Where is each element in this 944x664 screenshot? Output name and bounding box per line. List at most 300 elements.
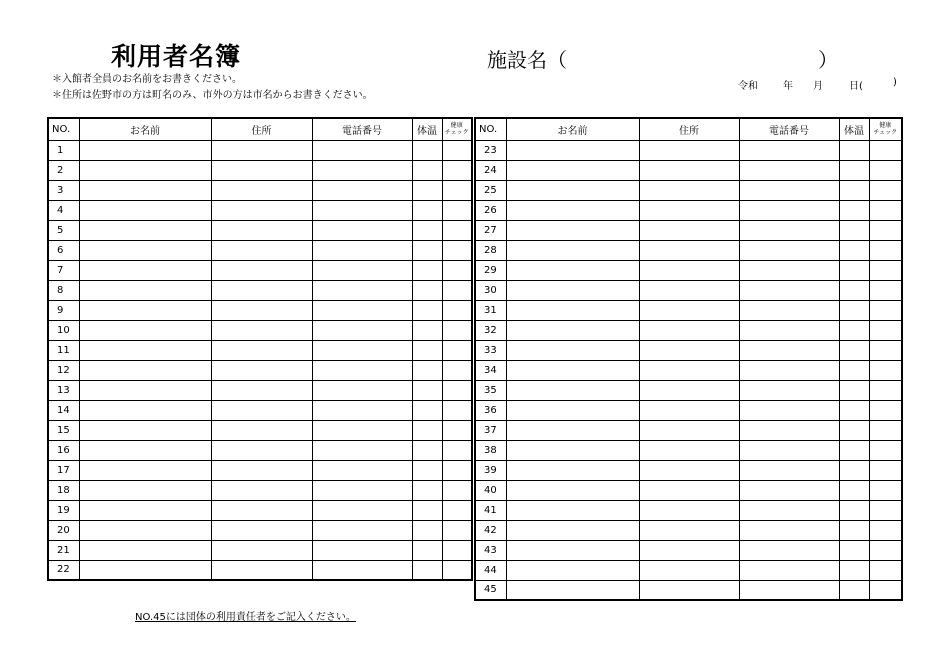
name-cell[interactable]: [506, 280, 639, 300]
name-cell[interactable]: [79, 480, 211, 500]
phone-cell[interactable]: [739, 480, 839, 500]
health-check-cell[interactable]: [869, 580, 902, 600]
name-cell[interactable]: [79, 340, 211, 360]
address-cell[interactable]: [639, 420, 739, 440]
health-check-cell[interactable]: [869, 420, 902, 440]
address-cell[interactable]: [639, 440, 739, 460]
name-cell[interactable]: [79, 460, 211, 480]
name-cell[interactable]: [506, 240, 639, 260]
address-cell[interactable]: [639, 140, 739, 160]
health-check-cell[interactable]: [442, 320, 472, 340]
table-row: [475, 280, 902, 300]
name-cell[interactable]: [79, 140, 211, 160]
health-check-cell[interactable]: [442, 300, 472, 320]
column-header-temperature: 体温: [839, 118, 869, 140]
address-cell[interactable]: [639, 220, 739, 240]
phone-cell[interactable]: [739, 380, 839, 400]
health-check-cell[interactable]: [869, 460, 902, 480]
health-check-cell[interactable]: [442, 480, 472, 500]
name-cell[interactable]: [506, 340, 639, 360]
health-check-cell[interactable]: [869, 480, 902, 500]
name-cell[interactable]: [506, 300, 639, 320]
column-header-health-check: [869, 118, 902, 140]
temperature-cell[interactable]: [412, 500, 442, 520]
name-cell[interactable]: [79, 560, 211, 580]
health-check-cell[interactable]: [869, 200, 902, 220]
phone-cell[interactable]: [739, 220, 839, 240]
address-cell[interactable]: [639, 400, 739, 420]
temperature-cell[interactable]: [412, 380, 442, 400]
address-cell[interactable]: [211, 260, 312, 280]
table-row: [475, 160, 902, 180]
row-number: 25: [475, 180, 506, 200]
temperature-cell[interactable]: [839, 160, 869, 180]
temperature-cell[interactable]: [839, 140, 869, 160]
temperature-cell[interactable]: [412, 260, 442, 280]
name-cell[interactable]: [79, 320, 211, 340]
address-cell[interactable]: [639, 160, 739, 180]
phone-cell[interactable]: [739, 360, 839, 380]
address-cell[interactable]: [639, 180, 739, 200]
health-check-cell[interactable]: [442, 520, 472, 540]
phone-cell[interactable]: [312, 160, 412, 180]
address-cell[interactable]: [211, 400, 312, 420]
health-check-cell[interactable]: [442, 220, 472, 240]
column-header-no: NO.: [475, 118, 506, 140]
temperature-cell[interactable]: [412, 520, 442, 540]
health-check-cell[interactable]: [442, 400, 472, 420]
phone-cell[interactable]: [312, 420, 412, 440]
address-cell[interactable]: [639, 540, 739, 560]
health-check-cell[interactable]: [869, 320, 902, 340]
address-cell[interactable]: [211, 520, 312, 540]
health-check-cell[interactable]: [869, 440, 902, 460]
temperature-cell[interactable]: [412, 360, 442, 380]
phone-cell[interactable]: [312, 140, 412, 160]
name-cell[interactable]: [79, 300, 211, 320]
address-cell[interactable]: [211, 360, 312, 380]
name-cell[interactable]: [79, 200, 211, 220]
address-cell[interactable]: [211, 500, 312, 520]
temperature-cell[interactable]: [412, 540, 442, 560]
name-cell[interactable]: [79, 440, 211, 460]
address-cell[interactable]: [639, 560, 739, 580]
address-cell[interactable]: [211, 200, 312, 220]
name-cell[interactable]: [506, 420, 639, 440]
name-cell[interactable]: [79, 500, 211, 520]
table-row: [48, 160, 472, 180]
health-check-cell[interactable]: [442, 260, 472, 280]
temperature-cell[interactable]: [839, 220, 869, 240]
address-cell[interactable]: [639, 480, 739, 500]
address-cell[interactable]: [211, 320, 312, 340]
address-cell[interactable]: [211, 420, 312, 440]
phone-cell[interactable]: [739, 140, 839, 160]
phone-cell[interactable]: [739, 560, 839, 580]
temperature-cell[interactable]: [412, 440, 442, 460]
name-cell[interactable]: [506, 500, 639, 520]
health-check-cell[interactable]: [442, 240, 472, 260]
phone-cell[interactable]: [312, 220, 412, 240]
phone-cell[interactable]: [739, 320, 839, 340]
temperature-cell[interactable]: [412, 420, 442, 440]
phone-cell[interactable]: [739, 540, 839, 560]
row-number: 39: [475, 460, 506, 480]
table-row: [475, 320, 902, 340]
address-cell[interactable]: [211, 460, 312, 480]
temperature-cell[interactable]: [412, 400, 442, 420]
name-cell[interactable]: [506, 400, 639, 420]
health-check-cell[interactable]: [442, 140, 472, 160]
table-row: [475, 560, 902, 580]
row-number: 2: [48, 160, 79, 180]
health-check-label-line1: 健康: [450, 122, 463, 130]
row-number: 21: [48, 540, 79, 560]
column-header-name: お名前: [506, 118, 639, 140]
phone-cell[interactable]: [312, 540, 412, 560]
phone-cell[interactable]: [739, 420, 839, 440]
column-header-no: NO.: [48, 118, 79, 140]
phone-cell[interactable]: [312, 400, 412, 420]
name-cell[interactable]: [79, 220, 211, 240]
row-number: 42: [475, 520, 506, 540]
name-cell[interactable]: [79, 400, 211, 420]
health-check-cell[interactable]: [442, 460, 472, 480]
row-number: 7: [48, 260, 79, 280]
phone-cell[interactable]: [312, 200, 412, 220]
table-row: [475, 540, 902, 560]
temperature-cell[interactable]: [412, 460, 442, 480]
phone-cell[interactable]: [312, 320, 412, 340]
table-row: [48, 360, 472, 380]
table-row: [48, 440, 472, 460]
temperature-cell[interactable]: [839, 480, 869, 500]
temperature-cell[interactable]: [412, 180, 442, 200]
name-cell[interactable]: [506, 260, 639, 280]
phone-cell[interactable]: [312, 240, 412, 260]
health-check-cell[interactable]: [442, 200, 472, 220]
temperature-cell[interactable]: [412, 200, 442, 220]
health-check-cell[interactable]: [442, 420, 472, 440]
temperature-cell[interactable]: [839, 240, 869, 260]
name-cell[interactable]: [506, 580, 639, 600]
column-header-address: 住所: [211, 118, 312, 140]
table-row: [48, 380, 472, 400]
address-cell[interactable]: [211, 540, 312, 560]
address-cell[interactable]: [639, 200, 739, 220]
phone-cell[interactable]: [739, 240, 839, 260]
address-cell[interactable]: [211, 180, 312, 200]
name-cell[interactable]: [506, 440, 639, 460]
address-cell[interactable]: [639, 280, 739, 300]
table-row: [475, 520, 902, 540]
phone-cell[interactable]: [739, 580, 839, 600]
temperature-cell[interactable]: [412, 220, 442, 240]
table-row: [475, 260, 902, 280]
roster-table-left: [47, 117, 473, 581]
name-cell[interactable]: [79, 360, 211, 380]
name-cell[interactable]: [506, 520, 639, 540]
name-cell[interactable]: [79, 520, 211, 540]
address-cell[interactable]: [639, 380, 739, 400]
table-row: [48, 420, 472, 440]
health-check-cell[interactable]: [869, 160, 902, 180]
name-cell[interactable]: [79, 420, 211, 440]
row-number: 8: [48, 280, 79, 300]
phone-cell[interactable]: [312, 340, 412, 360]
health-check-cell[interactable]: [442, 540, 472, 560]
row-number: 4: [48, 200, 79, 220]
row-number: 28: [475, 240, 506, 260]
address-cell[interactable]: [639, 360, 739, 380]
address-cell[interactable]: [639, 240, 739, 260]
address-cell[interactable]: [211, 300, 312, 320]
table-row: [475, 140, 902, 160]
row-number: 16: [48, 440, 79, 460]
phone-cell[interactable]: [739, 300, 839, 320]
temperature-cell[interactable]: [839, 540, 869, 560]
phone-cell[interactable]: [312, 380, 412, 400]
address-cell[interactable]: [211, 160, 312, 180]
name-cell[interactable]: [506, 320, 639, 340]
temperature-cell[interactable]: [839, 200, 869, 220]
health-check-cell[interactable]: [869, 400, 902, 420]
health-check-cell[interactable]: [442, 160, 472, 180]
temperature-cell[interactable]: [839, 380, 869, 400]
phone-cell[interactable]: [739, 340, 839, 360]
table-row: [475, 400, 902, 420]
table-row: [475, 180, 902, 200]
row-number: 36: [475, 400, 506, 420]
health-check-cell[interactable]: [869, 260, 902, 280]
row-number: 11: [48, 340, 79, 360]
phone-cell[interactable]: [739, 280, 839, 300]
column-header-temperature: 体温: [412, 118, 442, 140]
health-check-cell[interactable]: [869, 140, 902, 160]
table-row: [48, 140, 472, 160]
address-cell[interactable]: [211, 240, 312, 260]
health-check-cell[interactable]: [442, 360, 472, 380]
instruction-note-entrants: ＊入館者全員のお名前をお書きください。: [52, 74, 242, 85]
name-cell[interactable]: [79, 280, 211, 300]
address-cell[interactable]: [211, 440, 312, 460]
column-header-health-check: [442, 118, 472, 140]
name-cell[interactable]: [506, 360, 639, 380]
health-check-label-line2: チェック: [873, 129, 898, 137]
phone-cell[interactable]: [312, 480, 412, 500]
phone-cell[interactable]: [312, 460, 412, 480]
temperature-cell[interactable]: [412, 140, 442, 160]
address-cell[interactable]: [211, 280, 312, 300]
temperature-cell[interactable]: [839, 320, 869, 340]
name-cell[interactable]: [79, 260, 211, 280]
table-row: [475, 420, 902, 440]
name-cell[interactable]: [506, 140, 639, 160]
health-check-cell[interactable]: [869, 520, 902, 540]
phone-cell[interactable]: [739, 460, 839, 480]
address-cell[interactable]: [211, 380, 312, 400]
phone-cell[interactable]: [312, 300, 412, 320]
table-row: [48, 260, 472, 280]
address-cell[interactable]: [639, 580, 739, 600]
name-cell[interactable]: [79, 540, 211, 560]
phone-cell[interactable]: [739, 440, 839, 460]
temperature-cell[interactable]: [839, 420, 869, 440]
phone-cell[interactable]: [312, 260, 412, 280]
row-number: 15: [48, 420, 79, 440]
phone-cell[interactable]: [739, 400, 839, 420]
health-check-cell[interactable]: [869, 340, 902, 360]
health-check-cell[interactable]: [442, 440, 472, 460]
address-cell[interactable]: [211, 340, 312, 360]
health-check-cell[interactable]: [442, 280, 472, 300]
table-row: [475, 480, 902, 500]
phone-cell[interactable]: [739, 520, 839, 540]
phone-cell[interactable]: [312, 500, 412, 520]
name-cell[interactable]: [506, 380, 639, 400]
address-cell[interactable]: [639, 320, 739, 340]
health-check-cell[interactable]: [869, 220, 902, 240]
name-cell[interactable]: [79, 240, 211, 260]
address-cell[interactable]: [211, 140, 312, 160]
table-row: [475, 200, 902, 220]
temperature-cell[interactable]: [412, 240, 442, 260]
temperature-cell[interactable]: [412, 560, 442, 580]
health-check-cell[interactable]: [869, 240, 902, 260]
temperature-cell[interactable]: [839, 520, 869, 540]
health-check-cell[interactable]: [442, 560, 472, 580]
table-header-row: [475, 118, 902, 140]
health-check-cell[interactable]: [869, 540, 902, 560]
phone-cell[interactable]: [739, 160, 839, 180]
row-number: 19: [48, 500, 79, 520]
phone-cell[interactable]: [739, 260, 839, 280]
health-check-label-line1: 健康: [879, 122, 892, 130]
name-cell[interactable]: [506, 180, 639, 200]
phone-cell[interactable]: [312, 560, 412, 580]
row-number: 38: [475, 440, 506, 460]
row-number: 13: [48, 380, 79, 400]
health-check-cell[interactable]: [442, 340, 472, 360]
row-number: 41: [475, 500, 506, 520]
temperature-cell[interactable]: [412, 300, 442, 320]
table-row: [475, 580, 902, 600]
temperature-cell[interactable]: [839, 360, 869, 380]
column-header-phone: 電話番号: [312, 118, 412, 140]
name-cell[interactable]: [506, 160, 639, 180]
temperature-cell[interactable]: [412, 320, 442, 340]
temperature-cell[interactable]: [839, 560, 869, 580]
table-row: [48, 220, 472, 240]
temperature-cell[interactable]: [839, 460, 869, 480]
name-cell[interactable]: [79, 380, 211, 400]
table-row: [475, 360, 902, 380]
table-row: [475, 380, 902, 400]
health-check-cell[interactable]: [869, 360, 902, 380]
address-cell[interactable]: [639, 460, 739, 480]
address-cell[interactable]: [639, 520, 739, 540]
table-row: [475, 500, 902, 520]
date-day-label: 日(: [849, 81, 863, 92]
temperature-cell[interactable]: [839, 260, 869, 280]
temperature-cell[interactable]: [412, 480, 442, 500]
address-cell[interactable]: [211, 220, 312, 240]
name-cell[interactable]: [79, 180, 211, 200]
health-check-cell[interactable]: [869, 380, 902, 400]
phone-cell[interactable]: [739, 200, 839, 220]
column-header-phone: 電話番号: [739, 118, 839, 140]
address-cell[interactable]: [639, 340, 739, 360]
health-check-cell[interactable]: [442, 380, 472, 400]
row-number: 33: [475, 340, 506, 360]
temperature-cell[interactable]: [839, 580, 869, 600]
health-check-cell[interactable]: [869, 180, 902, 200]
row-number: 43: [475, 540, 506, 560]
address-cell[interactable]: [639, 500, 739, 520]
health-check-cell[interactable]: [869, 300, 902, 320]
name-cell[interactable]: [506, 480, 639, 500]
health-check-cell[interactable]: [869, 500, 902, 520]
name-cell[interactable]: [506, 560, 639, 580]
temperature-cell[interactable]: [839, 300, 869, 320]
health-check-cell[interactable]: [442, 180, 472, 200]
address-cell[interactable]: [211, 480, 312, 500]
phone-cell[interactable]: [312, 440, 412, 460]
temperature-cell[interactable]: [839, 280, 869, 300]
row-number: 6: [48, 240, 79, 260]
phone-cell[interactable]: [312, 360, 412, 380]
name-cell[interactable]: [506, 460, 639, 480]
phone-cell[interactable]: [739, 500, 839, 520]
temperature-cell[interactable]: [839, 400, 869, 420]
row-number: 29: [475, 260, 506, 280]
temperature-cell[interactable]: [412, 280, 442, 300]
row-number: 20: [48, 520, 79, 540]
row-number: 35: [475, 380, 506, 400]
health-check-cell[interactable]: [869, 280, 902, 300]
table-row: [48, 340, 472, 360]
table-row: [48, 400, 472, 420]
health-check-cell[interactable]: [869, 560, 902, 580]
temperature-cell[interactable]: [839, 500, 869, 520]
address-cell[interactable]: [639, 300, 739, 320]
row-number: 3: [48, 180, 79, 200]
name-cell[interactable]: [506, 540, 639, 560]
table-row: [475, 220, 902, 240]
address-cell[interactable]: [211, 560, 312, 580]
table-header-row: [48, 118, 472, 140]
phone-cell[interactable]: [312, 180, 412, 200]
phone-cell[interactable]: [312, 520, 412, 540]
table-row: [48, 240, 472, 260]
temperature-cell[interactable]: [839, 180, 869, 200]
temperature-cell[interactable]: [839, 340, 869, 360]
phone-cell[interactable]: [312, 280, 412, 300]
row-number: 17: [48, 460, 79, 480]
health-check-cell[interactable]: [442, 500, 472, 520]
address-cell[interactable]: [639, 260, 739, 280]
row-number: 23: [475, 140, 506, 160]
phone-cell[interactable]: [739, 180, 839, 200]
row-number: 12: [48, 360, 79, 380]
column-header-address: 住所: [639, 118, 739, 140]
temperature-cell[interactable]: [412, 160, 442, 180]
name-cell[interactable]: [506, 200, 639, 220]
name-cell[interactable]: [79, 160, 211, 180]
temperature-cell[interactable]: [412, 340, 442, 360]
temperature-cell[interactable]: [839, 440, 869, 460]
name-cell[interactable]: [506, 220, 639, 240]
